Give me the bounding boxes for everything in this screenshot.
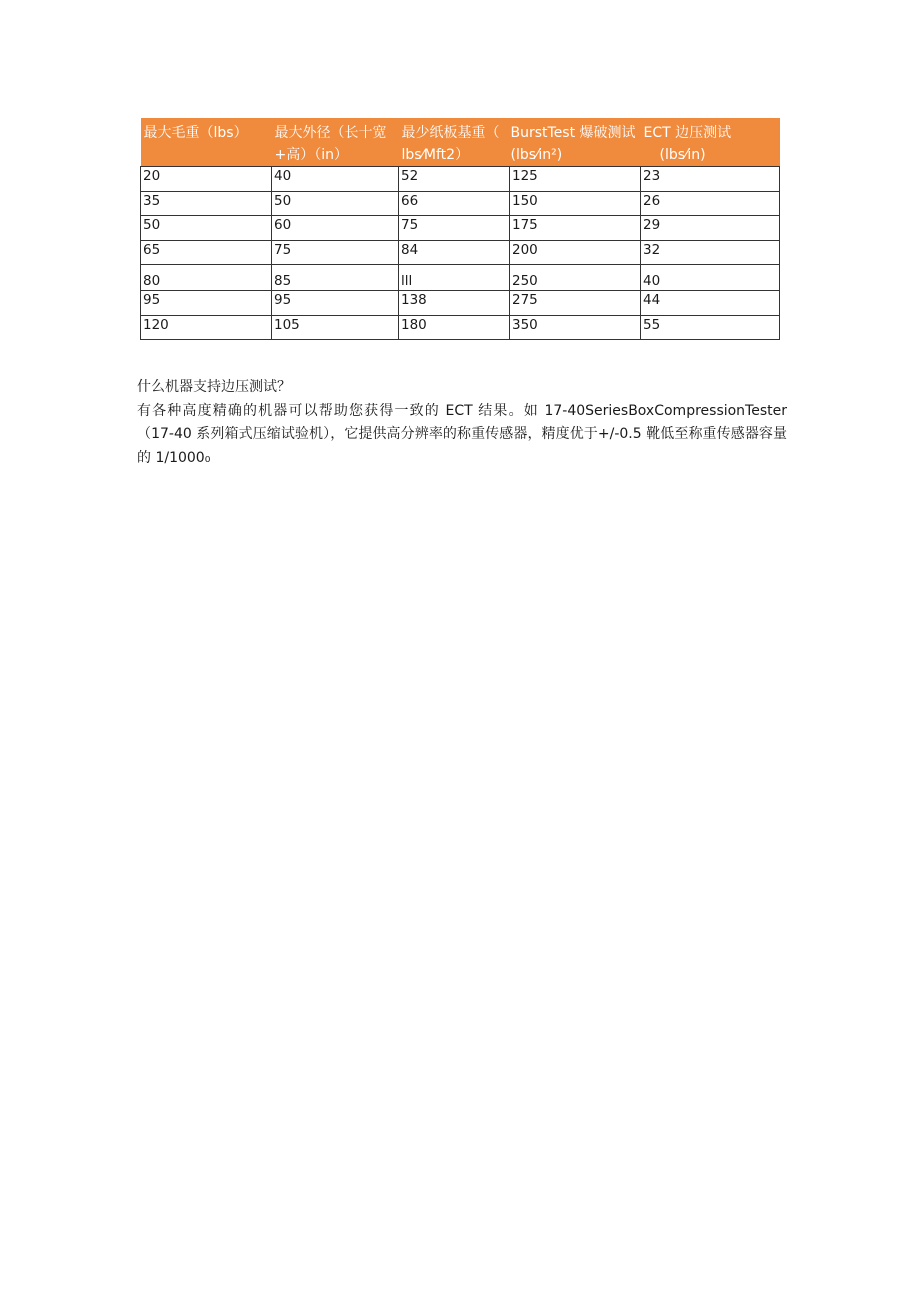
table-row (141, 191, 780, 216)
table-cell: 75 (272, 240, 399, 265)
spec-table (140, 118, 780, 340)
header-line: 最大毛重（lbs） (143, 125, 248, 141)
table-cell: 95 (272, 291, 399, 316)
header-sub-line: (lbs⁄in²) (510, 147, 563, 163)
table-cell: 84 (399, 240, 510, 265)
table-cell: 75 (399, 216, 510, 241)
table-row (141, 291, 780, 316)
header-line: BurstTest 爆破测试 (510, 125, 636, 141)
table-cell: 125 (510, 167, 641, 192)
table-cell: lll (399, 265, 510, 291)
table-cell: 20 (141, 167, 272, 192)
header-line: 最大外径（长十宽 (274, 125, 387, 141)
table-cell: 40 (272, 167, 399, 192)
header-max-gross-weight (141, 118, 272, 167)
table-cell: 60 (272, 216, 399, 241)
table-cell: 40 (641, 265, 780, 291)
section-paragraph: 有各种高度精确的机器可以帮助您获得一致的 ECT 结果。如 17-40SeriesBoxCompressionTester（17-40 系列箱式压缩试验机），它提供高分辨率的称重传感器，精度优于+/-0.5 靴低至称重传感器容量的 1/1000₀ (137, 402, 787, 466)
header-sub-line: +高）（in） (274, 147, 348, 163)
table-cell: 138 (399, 291, 510, 316)
header-min-board-weight (399, 118, 510, 167)
table-row (141, 216, 780, 241)
table-cell: 55 (641, 315, 780, 340)
table-cell: 35 (141, 191, 272, 216)
table-cell: 85 (272, 265, 399, 291)
table-cell: 52 (399, 167, 510, 192)
table-cell: 23 (641, 167, 780, 192)
header-sub-line: (lbs⁄in) (659, 147, 706, 163)
table-cell: 350 (510, 315, 641, 340)
table-cell: 29 (641, 216, 780, 241)
table-cell: 50 (272, 191, 399, 216)
table-row (141, 240, 780, 265)
table-cell: 175 (510, 216, 641, 241)
table-cell: 66 (399, 191, 510, 216)
section-heading: 什么机器支持边压测试？ (137, 379, 291, 395)
table-cell: 180 (399, 315, 510, 340)
table-cell: 120 (141, 315, 272, 340)
table-cell: 275 (510, 291, 641, 316)
table-cell: 105 (272, 315, 399, 340)
table-cell: 44 (641, 291, 780, 316)
table-row (141, 265, 780, 291)
header-burst-test (510, 118, 641, 167)
table-row (141, 167, 780, 192)
ect-machine-section (137, 376, 787, 470)
header-line: ECT 边压测试 (643, 125, 732, 141)
table-cell: 150 (510, 191, 641, 216)
header-max-dimension (272, 118, 399, 167)
header-ect-test (641, 118, 780, 167)
table-header-row (141, 118, 780, 167)
table-cell: 65 (141, 240, 272, 265)
table-cell: 250 (510, 265, 641, 291)
table-cell: 80 (141, 265, 272, 291)
table-cell: 95 (141, 291, 272, 316)
table-cell: 200 (510, 240, 641, 265)
header-line: 最少纸板基重（ (401, 125, 500, 141)
table-cell: 50 (141, 216, 272, 241)
table-row (141, 315, 780, 340)
table-cell: 26 (641, 191, 780, 216)
header-sub-line: lbs⁄Mft2） (401, 147, 470, 163)
table-cell: 32 (641, 240, 780, 265)
